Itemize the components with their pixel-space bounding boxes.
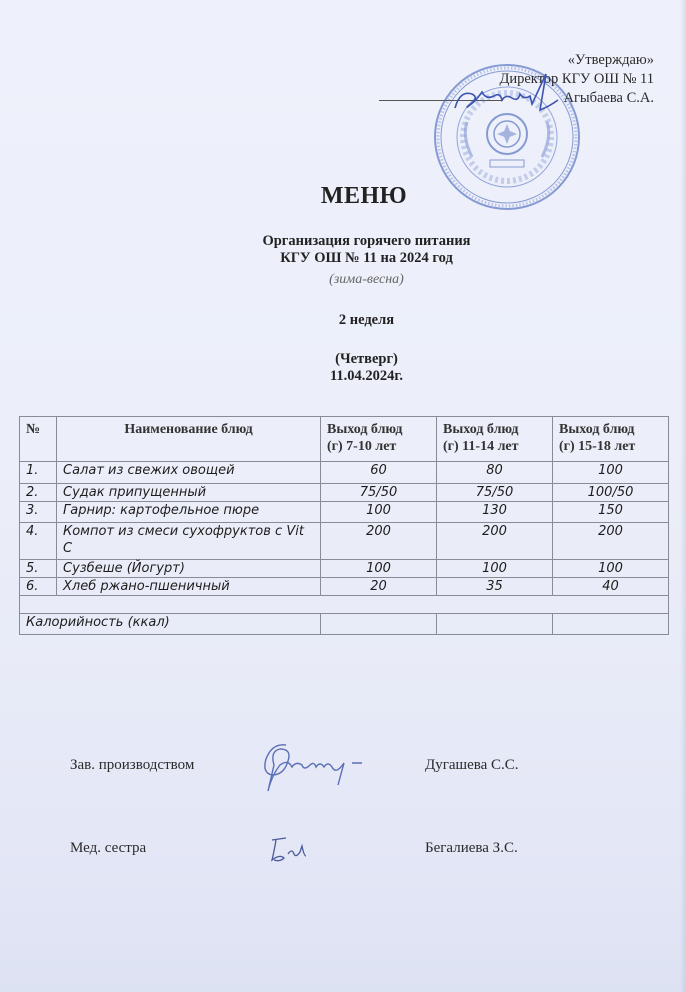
portion-7-10: 100: [321, 502, 437, 523]
header-portion-15-18-line1: Выход блюд: [559, 422, 635, 437]
portion-15-18: 40: [553, 578, 669, 596]
approval-name: Агыбаева С.А.: [563, 90, 654, 106]
empty-row: [20, 596, 669, 614]
row-number: 1.: [20, 462, 57, 484]
calories-7-10: [321, 614, 437, 635]
table-header-row: [20, 417, 669, 462]
calories-label: Калорийность (ккал): [20, 614, 321, 635]
portion-11-14: 100: [437, 560, 553, 578]
header-dish-name: Наименование блюд: [57, 417, 321, 462]
menu-table: [19, 416, 669, 635]
signature-row-production-manager: [70, 757, 630, 787]
signature-person: Бегалиева З.С.: [425, 840, 518, 856]
table-row: [20, 560, 669, 578]
header-portion-7-10: [321, 417, 437, 462]
header-portion-7-10-line2: (г) 7-10 лет: [327, 439, 397, 454]
director-signature-icon: [450, 70, 570, 120]
portion-15-18: 200: [553, 523, 669, 560]
signature-role: Зав. производством: [70, 757, 195, 773]
calories-15-18: [553, 614, 669, 635]
table-row: [20, 462, 669, 484]
table-row: [20, 523, 669, 560]
dish-name: Сузбеше (Йогурт): [57, 560, 321, 578]
portion-11-14: 35: [437, 578, 553, 596]
header-portion-15-18-line2: (г) 15-18 лет: [559, 439, 636, 454]
header-number: №: [20, 417, 57, 462]
portion-7-10: 75/50: [321, 484, 437, 502]
dish-name: Судак припущенный: [57, 484, 321, 502]
portion-15-18: 100: [553, 560, 669, 578]
portion-7-10: 20: [321, 578, 437, 596]
portion-15-18: 100/50: [553, 484, 669, 502]
portion-15-18: 100: [553, 462, 669, 484]
header-portion-11-14: [437, 417, 553, 462]
approval-position: Директор КГУ ОШ № 11: [499, 71, 654, 87]
header-portion-11-14-line1: Выход блюд: [443, 422, 519, 437]
row-number: 6.: [20, 578, 57, 596]
approval-heading: «Утверждаю»: [567, 52, 654, 68]
date-label: 11.04.2024г.: [329, 368, 404, 384]
week-label: 2 неделя: [338, 312, 395, 328]
signature-role: Мед. сестра: [70, 840, 147, 856]
season-label: (зима-весна): [329, 272, 404, 287]
portion-7-10: 100: [321, 560, 437, 578]
subtitle: [0, 233, 686, 267]
page-edge-shadow: [680, 0, 686, 992]
empty-cell: [20, 596, 669, 614]
dish-name: Гарнир: картофельное пюре: [57, 502, 321, 523]
page-title: МЕНЮ: [320, 183, 408, 209]
portion-7-10: 60: [321, 462, 437, 484]
handwritten-signature-icon: [258, 735, 378, 795]
row-number: 2.: [20, 484, 57, 502]
row-number: 3.: [20, 502, 57, 523]
portion-11-14: 200: [437, 523, 553, 560]
handwritten-initials-icon: [266, 832, 316, 866]
row-number: 4.: [20, 523, 57, 560]
portion-15-18: 150: [553, 502, 669, 523]
portion-11-14: 75/50: [437, 484, 553, 502]
portion-11-14: 130: [437, 502, 553, 523]
dish-name: Хлеб ржано-пшеничный: [57, 578, 321, 596]
signature-row-nurse: [70, 840, 630, 870]
signature-person: Дугашева С.С.: [425, 757, 519, 773]
weekday-label: (Четверг): [335, 351, 398, 367]
calories-11-14: [437, 614, 553, 635]
day-block: [0, 351, 686, 385]
dish-name: Компот из смеси сухофруктов с Vit C: [57, 523, 321, 560]
row-number: 5.: [20, 560, 57, 578]
portion-7-10: 200: [321, 523, 437, 560]
table-row: [20, 578, 669, 596]
subtitle-line-2: КГУ ОШ № 11 на 2024 год: [280, 250, 453, 266]
portion-11-14: 80: [437, 462, 553, 484]
header-portion-15-18: [553, 417, 669, 462]
subtitle-line-1: Организация горячего питания: [262, 233, 471, 249]
table-row: [20, 502, 669, 523]
header-portion-11-14-line2: (г) 11-14 лет: [443, 439, 519, 454]
calories-row: [20, 614, 669, 635]
header-portion-7-10-line1: Выход блюд: [327, 422, 403, 437]
dish-name: Салат из свежих овощей: [57, 462, 321, 484]
table-row: [20, 484, 669, 502]
